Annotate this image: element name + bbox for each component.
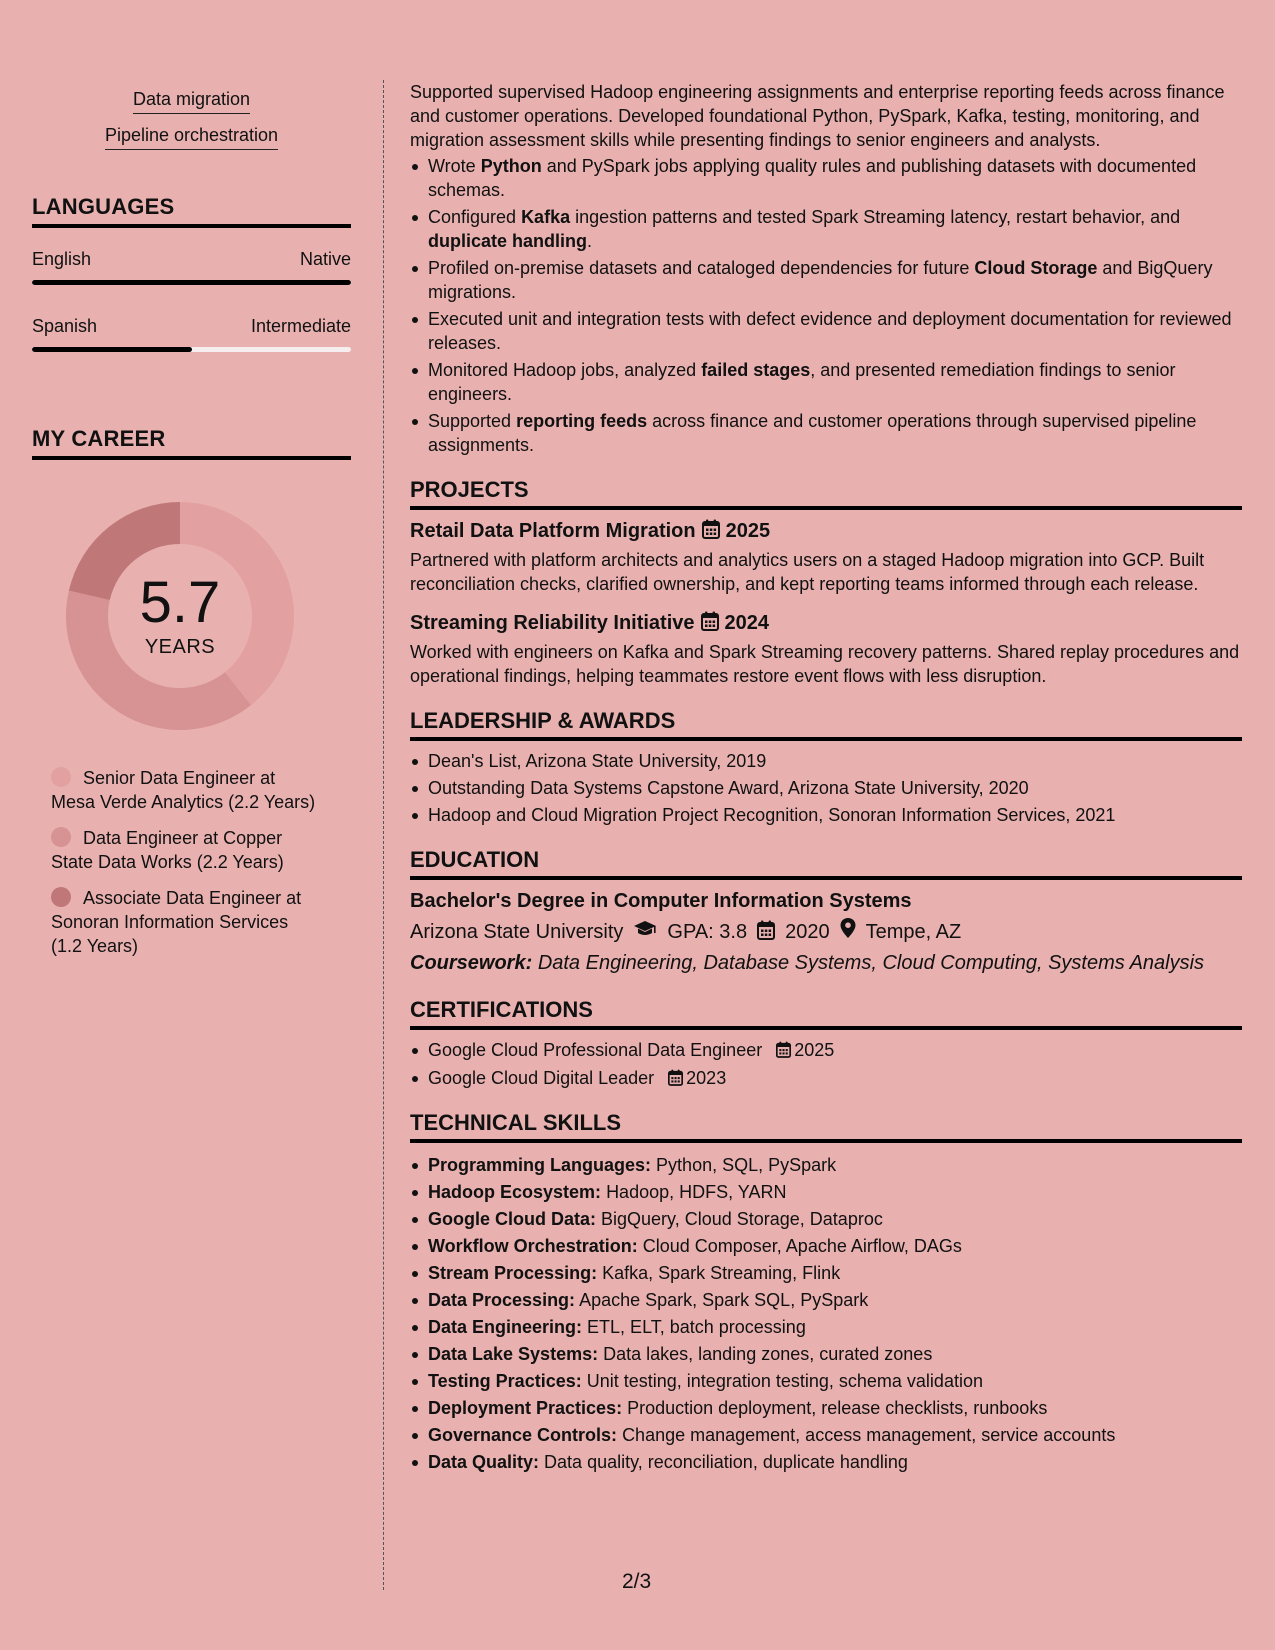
skill-value: Change management, access management, service accounts bbox=[622, 1425, 1116, 1445]
legend-dot bbox=[51, 827, 71, 847]
bullet-text: Executed unit and integration tests with defect evidence and deployment documentation for reviewed releases. bbox=[428, 309, 1232, 353]
experience-bullet bbox=[410, 205, 1242, 253]
legend-label: Data Engineer at Copper State Data Works (2.2 Years) bbox=[51, 828, 284, 872]
language-name: English bbox=[32, 249, 92, 269]
projects-heading: PROJECTS bbox=[410, 477, 1242, 510]
education-gpa: GPA: 3.8 bbox=[667, 921, 748, 943]
leadership-list bbox=[410, 749, 1242, 827]
skill-value: Python, SQL, PySpark bbox=[656, 1155, 837, 1175]
skill-item bbox=[410, 1369, 1242, 1393]
certification-name: Google Cloud Professional Data Engineer bbox=[428, 1040, 763, 1060]
calendar-icon bbox=[702, 518, 720, 544]
bullet-emphasis: reporting feeds bbox=[516, 411, 648, 431]
skill-item bbox=[410, 1423, 1242, 1447]
project-item bbox=[410, 518, 1242, 596]
skill-value: Production deployment, release checklists, runbooks bbox=[627, 1398, 1048, 1418]
calendar-icon bbox=[668, 1066, 683, 1090]
legend-item bbox=[51, 886, 321, 958]
bullet-text: Configured bbox=[428, 207, 522, 227]
bullet-emphasis: failed stages bbox=[701, 360, 811, 380]
skill-label: Workflow Orchestration: bbox=[428, 1236, 638, 1256]
project-description: Partnered with platform architects and analytics users on a staged Hadoop migration into GCP. Built reconciliation checks, clarified ownership, and kept reporting teams informed through each release. bbox=[410, 550, 1205, 594]
skill-item bbox=[410, 1450, 1242, 1474]
bullet-text: Supported bbox=[428, 411, 517, 431]
bullet-text: . bbox=[587, 231, 593, 251]
legend-label: Associate Data Engineer at Sonoran Information Services (1.2 Years) bbox=[51, 888, 302, 956]
experience-summary: Supported supervised Hadoop engineering assignments and enterprise reporting feeds across finance and customer operations. Developed foundational Python, PySpark, Kafka, testing, monitoring, and migration assessment skills while presenting findings to senior engineers and analysts. bbox=[410, 82, 1225, 150]
skill-value: Data lakes, landing zones, curated zones bbox=[603, 1344, 933, 1364]
languages-heading: LANGUAGES bbox=[32, 194, 351, 228]
coursework-label: Coursework: bbox=[410, 952, 533, 974]
certification-item bbox=[410, 1038, 1242, 1062]
bullet-emphasis: Cloud Storage bbox=[974, 258, 1098, 278]
bullet-text: Profiled on-premise datasets and cataloged dependencies for future bbox=[428, 258, 975, 278]
skill-value: Data quality, reconciliation, duplicate handling bbox=[544, 1452, 908, 1472]
experience-bullet bbox=[410, 409, 1242, 457]
legend-label: Senior Data Engineer at Mesa Verde Analytics (2.2 Years) bbox=[51, 768, 316, 812]
skill-item bbox=[410, 1261, 1242, 1285]
language-bar-fill bbox=[32, 347, 192, 352]
education-school: Arizona State University bbox=[410, 921, 624, 943]
skill-tags bbox=[32, 88, 351, 150]
career-donut-chart bbox=[66, 502, 294, 730]
career-unit: YEARS bbox=[144, 635, 216, 658]
bullet-text: ingestion patterns and tested Spark Streaming latency, restart behavior, and bbox=[570, 207, 1181, 227]
project-item bbox=[410, 610, 1242, 688]
certifications-list bbox=[410, 1038, 1242, 1090]
career-total: 5.7 bbox=[139, 569, 221, 635]
skill-label: Google Cloud Data: bbox=[428, 1209, 596, 1229]
language-bar-fill bbox=[32, 280, 351, 285]
bullet-text: across finance and customer operations through supervised pipeline assignments. bbox=[428, 411, 1197, 455]
skill-item bbox=[410, 1342, 1242, 1366]
page-number: 2/3 bbox=[622, 1570, 652, 1593]
bullet-emphasis: Kafka bbox=[521, 207, 571, 227]
skill-value: ETL, ELT, batch processing bbox=[587, 1317, 806, 1337]
skill-label: Deployment Practices: bbox=[428, 1398, 623, 1418]
skill-item bbox=[410, 1234, 1242, 1258]
project-year: 2024 bbox=[724, 612, 770, 634]
experience-bullet bbox=[410, 358, 1242, 406]
list-item: Outstanding Data Systems Capstone Award, Arizona State University, 2020 bbox=[410, 776, 1242, 800]
calendar-icon bbox=[701, 610, 719, 636]
skill-label: Governance Controls: bbox=[428, 1425, 618, 1445]
list-item: Dean's List, Arizona State University, 2019 bbox=[410, 749, 1242, 773]
bullet-text: Monitored Hadoop jobs, analyzed bbox=[428, 360, 702, 380]
skill-label: Data Processing: bbox=[428, 1290, 576, 1310]
language-level: Native bbox=[299, 249, 351, 269]
skills-list bbox=[410, 1153, 1242, 1474]
skill-label: Hadoop Ecosystem: bbox=[428, 1182, 602, 1202]
bullet-emphasis: duplicate handling bbox=[428, 231, 588, 251]
skill-value: Hadoop, HDFS, YARN bbox=[606, 1182, 787, 1202]
skill-item bbox=[410, 1288, 1242, 1312]
list-item: Hadoop and Cloud Migration Project Recognition, Sonoran Information Services, 2021 bbox=[410, 803, 1242, 827]
project-title: Streaming Reliability Initiative bbox=[410, 612, 695, 634]
tag-data-migration: Data migration bbox=[133, 88, 250, 114]
skills-heading: TECHNICAL SKILLS bbox=[410, 1110, 1242, 1143]
education-coursework bbox=[410, 949, 1242, 977]
skill-value: Unit testing, integration testing, schema validation bbox=[586, 1371, 983, 1391]
column-divider bbox=[383, 80, 384, 1590]
coursework-list: Data Engineering, Database Systems, Cloud Computing, Systems Analysis bbox=[537, 952, 1205, 974]
legend-item bbox=[51, 766, 321, 814]
experience-bullets bbox=[410, 154, 1242, 457]
legend-dot bbox=[51, 767, 71, 787]
project-title: Retail Data Platform Migration bbox=[410, 520, 696, 542]
bullet-text: and PySpark jobs applying quality rules and publishing datasets with documented schemas. bbox=[428, 156, 1197, 200]
language-row bbox=[32, 248, 351, 285]
skill-item bbox=[410, 1153, 1242, 1177]
calendar-icon bbox=[757, 918, 775, 946]
experience-bullet bbox=[410, 154, 1242, 202]
certification-item bbox=[410, 1066, 1242, 1090]
bullet-text: Wrote bbox=[428, 156, 481, 176]
certifications-heading: CERTIFICATIONS bbox=[410, 997, 1242, 1030]
skill-label: Programming Languages: bbox=[428, 1155, 652, 1175]
skill-label: Data Engineering: bbox=[428, 1317, 583, 1337]
map-pin-icon bbox=[840, 918, 856, 946]
skill-label: Stream Processing: bbox=[428, 1263, 598, 1283]
career-heading: MY CAREER bbox=[32, 426, 351, 460]
calendar-icon bbox=[776, 1038, 791, 1062]
bullet-emphasis: Python bbox=[480, 156, 542, 176]
skill-item bbox=[410, 1207, 1242, 1231]
skill-value: Kafka, Spark Streaming, Flink bbox=[602, 1263, 841, 1283]
skill-item bbox=[410, 1315, 1242, 1339]
career-legend bbox=[51, 766, 321, 958]
tag-pipeline-orchestration: Pipeline orchestration bbox=[105, 124, 278, 150]
experience-bullet bbox=[410, 256, 1242, 304]
education-degree: Bachelor's Degree in Computer Information Systems bbox=[410, 890, 912, 912]
experience-bullet bbox=[410, 307, 1242, 355]
skill-item bbox=[410, 1180, 1242, 1204]
bullet-text: , and presented remediation findings to senior engineers. bbox=[428, 360, 1176, 404]
project-description: Worked with engineers on Kafka and Spark Streaming recovery patterns. Shared replay procedures and operational findings, helping teammates restore event flows with less disruption. bbox=[410, 642, 1240, 686]
skill-value: BigQuery, Cloud Storage, Dataproc bbox=[601, 1209, 883, 1229]
certification-year: 2023 bbox=[686, 1068, 727, 1088]
education-heading: EDUCATION bbox=[410, 847, 1242, 880]
language-level: Intermediate bbox=[250, 316, 351, 336]
right-column bbox=[410, 80, 1242, 1477]
skill-label: Testing Practices: bbox=[428, 1371, 582, 1391]
graduation-cap-icon bbox=[633, 918, 657, 946]
skill-label: Data Lake Systems: bbox=[428, 1344, 599, 1364]
skill-value: Cloud Composer, Apache Airflow, DAGs bbox=[642, 1236, 962, 1256]
language-bar bbox=[32, 347, 351, 352]
education-meta bbox=[410, 918, 1242, 946]
skill-item bbox=[410, 1396, 1242, 1420]
left-column bbox=[32, 80, 351, 970]
language-row bbox=[32, 315, 351, 352]
education-year: 2020 bbox=[785, 921, 830, 943]
education-location: Tempe, AZ bbox=[865, 921, 962, 943]
certification-name: Google Cloud Digital Leader bbox=[428, 1068, 655, 1088]
certification-year: 2025 bbox=[794, 1040, 835, 1060]
bullet-text: and BigQuery migrations. bbox=[428, 258, 1213, 302]
project-year: 2025 bbox=[725, 520, 771, 542]
legend-item bbox=[51, 826, 321, 874]
skill-label: Data Quality: bbox=[428, 1452, 540, 1472]
language-name: Spanish bbox=[32, 316, 98, 336]
legend-dot bbox=[51, 887, 71, 907]
leadership-heading: LEADERSHIP & AWARDS bbox=[410, 708, 1242, 741]
skill-value: Apache Spark, Spark SQL, PySpark bbox=[579, 1290, 869, 1310]
language-bar bbox=[32, 280, 351, 285]
